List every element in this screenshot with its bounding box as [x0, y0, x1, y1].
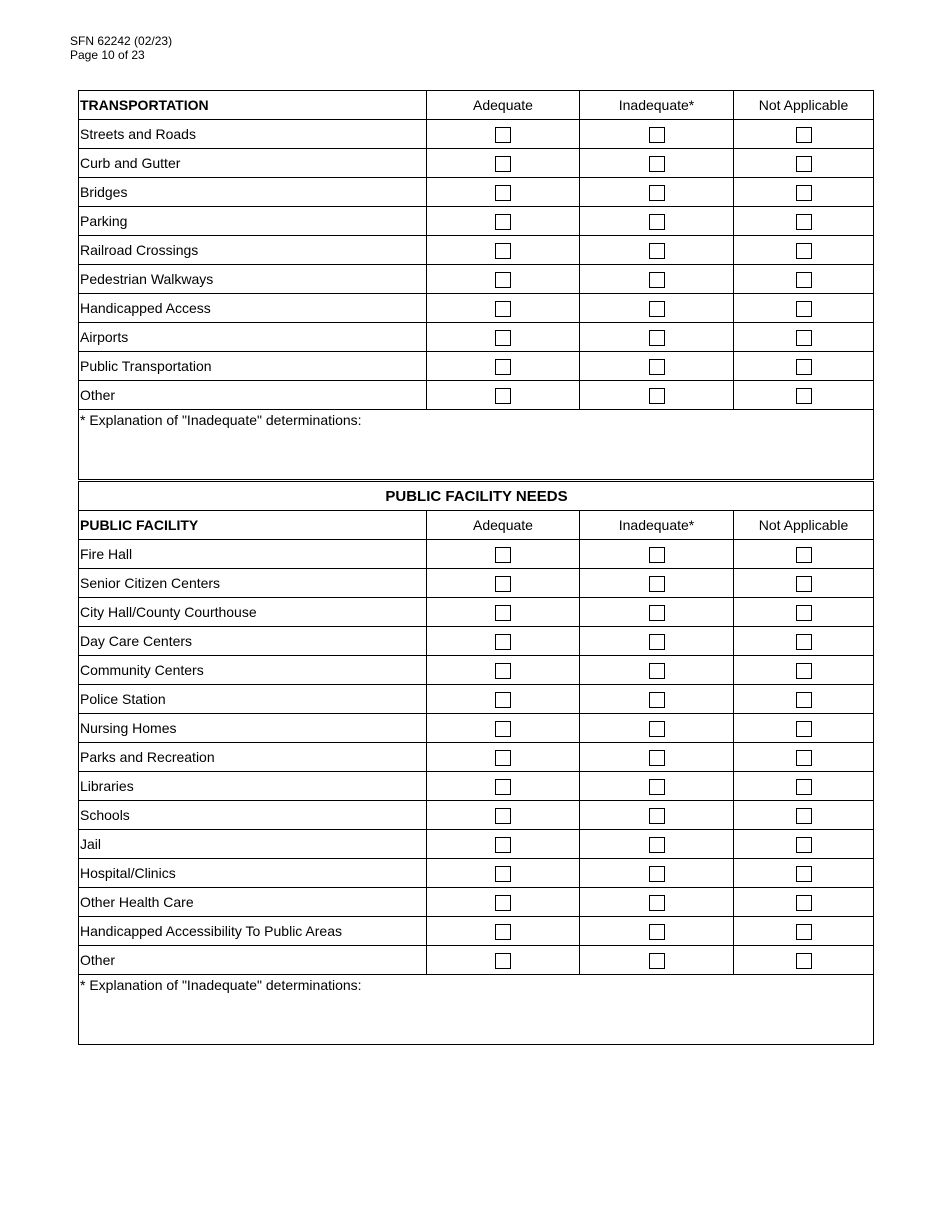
cell-adequate — [427, 917, 580, 946]
explanation-row — [79, 410, 874, 480]
row-label-schools: Schools — [79, 801, 427, 830]
streets-and-roads-not-applicable-checkbox[interactable] — [796, 127, 812, 143]
cell-not-applicable — [734, 178, 874, 207]
row-label-hospital-clinics: Hospital/Clinics — [79, 859, 427, 888]
jail-inadequate-checkbox[interactable] — [649, 837, 665, 853]
column-inadequate: Inadequate* — [580, 511, 734, 540]
transportation-header-row — [79, 91, 874, 120]
cell-not-applicable — [734, 294, 874, 323]
form-header — [70, 34, 172, 62]
other-health-care-not-applicable-checkbox[interactable] — [796, 895, 812, 911]
explanation-row — [79, 975, 874, 1045]
cell-inadequate — [580, 236, 734, 265]
schools-not-applicable-checkbox[interactable] — [796, 808, 812, 824]
cell-not-applicable — [734, 859, 874, 888]
column-adequate: Adequate — [427, 511, 580, 540]
cell-not-applicable — [734, 236, 874, 265]
parks-and-recreation-inadequate-checkbox[interactable] — [649, 750, 665, 766]
row-label-nursing-homes: Nursing Homes — [79, 714, 427, 743]
column-inadequate: Inadequate* — [580, 91, 734, 120]
row-label-police-station: Police Station — [79, 685, 427, 714]
cell-inadequate — [580, 743, 734, 772]
table-row — [79, 743, 874, 772]
fire-hall-adequate-checkbox[interactable] — [495, 547, 511, 563]
handicapped-accessibility-to-public-areas-adequate-checkbox[interactable] — [495, 924, 511, 940]
nursing-homes-inadequate-checkbox[interactable] — [649, 721, 665, 737]
row-label-airports: Airports — [79, 323, 427, 352]
senior-citizen-centers-adequate-checkbox[interactable] — [495, 576, 511, 592]
page-number: Page 10 of 23 — [70, 48, 145, 62]
table-row — [79, 598, 874, 627]
handicapped-access-adequate-checkbox[interactable] — [495, 301, 511, 317]
cell-not-applicable — [734, 120, 874, 149]
airports-inadequate-checkbox[interactable] — [649, 330, 665, 346]
cell-inadequate — [580, 888, 734, 917]
jail-adequate-checkbox[interactable] — [495, 837, 511, 853]
bridges-inadequate-checkbox[interactable] — [649, 185, 665, 201]
curb-and-gutter-adequate-checkbox[interactable] — [495, 156, 511, 172]
cell-adequate — [427, 540, 580, 569]
cell-adequate — [427, 801, 580, 830]
cell-adequate — [427, 714, 580, 743]
row-label-other: Other — [79, 946, 427, 975]
cell-inadequate — [580, 917, 734, 946]
schools-inadequate-checkbox[interactable] — [649, 808, 665, 824]
other-adequate-checkbox[interactable] — [495, 388, 511, 404]
cell-not-applicable — [734, 830, 874, 859]
table-row — [79, 801, 874, 830]
community-centers-inadequate-checkbox[interactable] — [649, 663, 665, 679]
airports-adequate-checkbox[interactable] — [495, 330, 511, 346]
column-not-applicable: Not Applicable — [734, 511, 874, 540]
table-row — [79, 120, 874, 149]
police-station-inadequate-checkbox[interactable] — [649, 692, 665, 708]
table-row — [79, 381, 874, 410]
row-label-handicapped-access: Handicapped Access — [79, 294, 427, 323]
table-row — [79, 888, 874, 917]
cell-not-applicable — [734, 540, 874, 569]
public-facility-heading: PUBLIC FACILITY — [79, 511, 427, 540]
senior-citizen-centers-not-applicable-checkbox[interactable] — [796, 576, 812, 592]
row-label-jail: Jail — [79, 830, 427, 859]
cell-adequate — [427, 685, 580, 714]
cell-inadequate — [580, 598, 734, 627]
table-row — [79, 236, 874, 265]
table-row — [79, 540, 874, 569]
police-station-adequate-checkbox[interactable] — [495, 692, 511, 708]
form-number: SFN 62242 (02/23) — [70, 34, 173, 48]
row-label-streets-and-roads: Streets and Roads — [79, 120, 427, 149]
row-label-libraries: Libraries — [79, 772, 427, 801]
table-row — [79, 294, 874, 323]
cell-inadequate — [580, 714, 734, 743]
table-row — [79, 859, 874, 888]
table-row — [79, 323, 874, 352]
table-row — [79, 178, 874, 207]
transportation-table — [78, 90, 874, 480]
cell-adequate — [427, 381, 580, 410]
police-station-not-applicable-checkbox[interactable] — [796, 692, 812, 708]
cell-not-applicable — [734, 149, 874, 178]
cell-inadequate — [580, 772, 734, 801]
fire-hall-not-applicable-checkbox[interactable] — [796, 547, 812, 563]
hospital-clinics-adequate-checkbox[interactable] — [495, 866, 511, 882]
handicapped-access-inadequate-checkbox[interactable] — [649, 301, 665, 317]
cell-adequate — [427, 656, 580, 685]
cell-inadequate — [580, 946, 734, 975]
cell-inadequate — [580, 569, 734, 598]
streets-and-roads-adequate-checkbox[interactable] — [495, 127, 511, 143]
cell-not-applicable — [734, 352, 874, 381]
other-not-applicable-checkbox[interactable] — [796, 953, 812, 969]
bridges-adequate-checkbox[interactable] — [495, 185, 511, 201]
cell-adequate — [427, 120, 580, 149]
public-facility-title-row — [79, 482, 874, 511]
cell-adequate — [427, 946, 580, 975]
senior-citizen-centers-inadequate-checkbox[interactable] — [649, 576, 665, 592]
bridges-not-applicable-checkbox[interactable] — [796, 185, 812, 201]
table-row — [79, 772, 874, 801]
cell-inadequate — [580, 207, 734, 236]
cell-not-applicable — [734, 888, 874, 917]
cell-adequate — [427, 294, 580, 323]
schools-adequate-checkbox[interactable] — [495, 808, 511, 824]
parks-and-recreation-not-applicable-checkbox[interactable] — [796, 750, 812, 766]
cell-not-applicable — [734, 946, 874, 975]
day-care-centers-not-applicable-checkbox[interactable] — [796, 634, 812, 650]
cell-adequate — [427, 830, 580, 859]
public-facility-table — [78, 481, 874, 1045]
cell-inadequate — [580, 685, 734, 714]
cell-inadequate — [580, 265, 734, 294]
city-hall-county-courthouse-inadequate-checkbox[interactable] — [649, 605, 665, 621]
table-row — [79, 946, 874, 975]
cell-adequate — [427, 859, 580, 888]
cell-not-applicable — [734, 627, 874, 656]
row-label-public-transportation: Public Transportation — [79, 352, 427, 381]
city-hall-county-courthouse-adequate-checkbox[interactable] — [495, 605, 511, 621]
other-health-care-adequate-checkbox[interactable] — [495, 895, 511, 911]
nursing-homes-not-applicable-checkbox[interactable] — [796, 721, 812, 737]
hospital-clinics-inadequate-checkbox[interactable] — [649, 866, 665, 882]
table-row — [79, 830, 874, 859]
curb-and-gutter-inadequate-checkbox[interactable] — [649, 156, 665, 172]
table-row — [79, 149, 874, 178]
column-not-applicable: Not Applicable — [734, 91, 874, 120]
parking-inadequate-checkbox[interactable] — [649, 214, 665, 230]
table-row — [79, 917, 874, 946]
other-health-care-inadequate-checkbox[interactable] — [649, 895, 665, 911]
cell-adequate — [427, 627, 580, 656]
table-row — [79, 207, 874, 236]
pedestrian-walkways-not-applicable-checkbox[interactable] — [796, 272, 812, 288]
row-label-senior-citizen-centers: Senior Citizen Centers — [79, 569, 427, 598]
fire-hall-inadequate-checkbox[interactable] — [649, 547, 665, 563]
cell-adequate — [427, 352, 580, 381]
cell-adequate — [427, 236, 580, 265]
community-centers-adequate-checkbox[interactable] — [495, 663, 511, 679]
cell-inadequate — [580, 381, 734, 410]
row-label-community-centers: Community Centers — [79, 656, 427, 685]
city-hall-county-courthouse-not-applicable-checkbox[interactable] — [796, 605, 812, 621]
parking-adequate-checkbox[interactable] — [495, 214, 511, 230]
row-label-parks-and-recreation: Parks and Recreation — [79, 743, 427, 772]
cell-adequate — [427, 149, 580, 178]
cell-inadequate — [580, 294, 734, 323]
public-facility-header-row — [79, 511, 874, 540]
cell-inadequate — [580, 323, 734, 352]
cell-inadequate — [580, 627, 734, 656]
cell-not-applicable — [734, 743, 874, 772]
cell-inadequate — [580, 656, 734, 685]
cell-adequate — [427, 888, 580, 917]
cell-inadequate — [580, 149, 734, 178]
cell-inadequate — [580, 178, 734, 207]
nursing-homes-adequate-checkbox[interactable] — [495, 721, 511, 737]
handicapped-access-not-applicable-checkbox[interactable] — [796, 301, 812, 317]
cell-inadequate — [580, 801, 734, 830]
row-label-railroad-crossings: Railroad Crossings — [79, 236, 427, 265]
table-row — [79, 656, 874, 685]
handicapped-accessibility-to-public-areas-not-applicable-checkbox[interactable] — [796, 924, 812, 940]
cell-not-applicable — [734, 772, 874, 801]
cell-not-applicable — [734, 265, 874, 294]
explanation-field[interactable]: * Explanation of "Inadequate" determinations: — [79, 975, 874, 1045]
cell-not-applicable — [734, 801, 874, 830]
cell-adequate — [427, 265, 580, 294]
row-label-parking: Parking — [79, 207, 427, 236]
cell-not-applicable — [734, 685, 874, 714]
table-row — [79, 714, 874, 743]
cell-inadequate — [580, 540, 734, 569]
table-row — [79, 685, 874, 714]
libraries-inadequate-checkbox[interactable] — [649, 779, 665, 795]
other-inadequate-checkbox[interactable] — [649, 953, 665, 969]
other-inadequate-checkbox[interactable] — [649, 388, 665, 404]
cell-not-applicable — [734, 381, 874, 410]
airports-not-applicable-checkbox[interactable] — [796, 330, 812, 346]
explanation-field[interactable]: * Explanation of "Inadequate" determinations: — [79, 410, 874, 480]
cell-not-applicable — [734, 714, 874, 743]
row-label-pedestrian-walkways: Pedestrian Walkways — [79, 265, 427, 294]
public-facility-section-title: PUBLIC FACILITY NEEDS — [79, 482, 874, 511]
cell-adequate — [427, 569, 580, 598]
cell-adequate — [427, 323, 580, 352]
community-centers-not-applicable-checkbox[interactable] — [796, 663, 812, 679]
jail-not-applicable-checkbox[interactable] — [796, 837, 812, 853]
cell-adequate — [427, 772, 580, 801]
row-label-bridges: Bridges — [79, 178, 427, 207]
row-label-handicapped-accessibility-to-public-areas: Handicapped Accessibility To Public Areas — [79, 917, 427, 946]
parks-and-recreation-adequate-checkbox[interactable] — [495, 750, 511, 766]
curb-and-gutter-not-applicable-checkbox[interactable] — [796, 156, 812, 172]
table-row — [79, 352, 874, 381]
cell-inadequate — [580, 830, 734, 859]
pedestrian-walkways-adequate-checkbox[interactable] — [495, 272, 511, 288]
column-adequate: Adequate — [427, 91, 580, 120]
cell-adequate — [427, 598, 580, 627]
row-label-city-hall-county-courthouse: City Hall/County Courthouse — [79, 598, 427, 627]
railroad-crossings-adequate-checkbox[interactable] — [495, 243, 511, 259]
parking-not-applicable-checkbox[interactable] — [796, 214, 812, 230]
day-care-centers-inadequate-checkbox[interactable] — [649, 634, 665, 650]
cell-inadequate — [580, 352, 734, 381]
public-transportation-not-applicable-checkbox[interactable] — [796, 359, 812, 375]
cell-not-applicable — [734, 917, 874, 946]
cell-not-applicable — [734, 323, 874, 352]
row-label-day-care-centers: Day Care Centers — [79, 627, 427, 656]
railroad-crossings-inadequate-checkbox[interactable] — [649, 243, 665, 259]
cell-not-applicable — [734, 656, 874, 685]
hospital-clinics-not-applicable-checkbox[interactable] — [796, 866, 812, 882]
cell-not-applicable — [734, 569, 874, 598]
other-not-applicable-checkbox[interactable] — [796, 388, 812, 404]
railroad-crossings-not-applicable-checkbox[interactable] — [796, 243, 812, 259]
pedestrian-walkways-inadequate-checkbox[interactable] — [649, 272, 665, 288]
cell-adequate — [427, 207, 580, 236]
row-label-curb-and-gutter: Curb and Gutter — [79, 149, 427, 178]
cell-inadequate — [580, 859, 734, 888]
public-transportation-inadequate-checkbox[interactable] — [649, 359, 665, 375]
cell-adequate — [427, 178, 580, 207]
table-row — [79, 265, 874, 294]
cell-inadequate — [580, 120, 734, 149]
cell-adequate — [427, 743, 580, 772]
cell-not-applicable — [734, 598, 874, 627]
row-label-fire-hall: Fire Hall — [79, 540, 427, 569]
libraries-not-applicable-checkbox[interactable] — [796, 779, 812, 795]
libraries-adequate-checkbox[interactable] — [495, 779, 511, 795]
row-label-other: Other — [79, 381, 427, 410]
day-care-centers-adequate-checkbox[interactable] — [495, 634, 511, 650]
table-row — [79, 569, 874, 598]
transportation-heading: TRANSPORTATION — [79, 91, 427, 120]
table-row — [79, 627, 874, 656]
handicapped-accessibility-to-public-areas-inadequate-checkbox[interactable] — [649, 924, 665, 940]
streets-and-roads-inadequate-checkbox[interactable] — [649, 127, 665, 143]
cell-not-applicable — [734, 207, 874, 236]
public-transportation-adequate-checkbox[interactable] — [495, 359, 511, 375]
row-label-other-health-care: Other Health Care — [79, 888, 427, 917]
other-adequate-checkbox[interactable] — [495, 953, 511, 969]
